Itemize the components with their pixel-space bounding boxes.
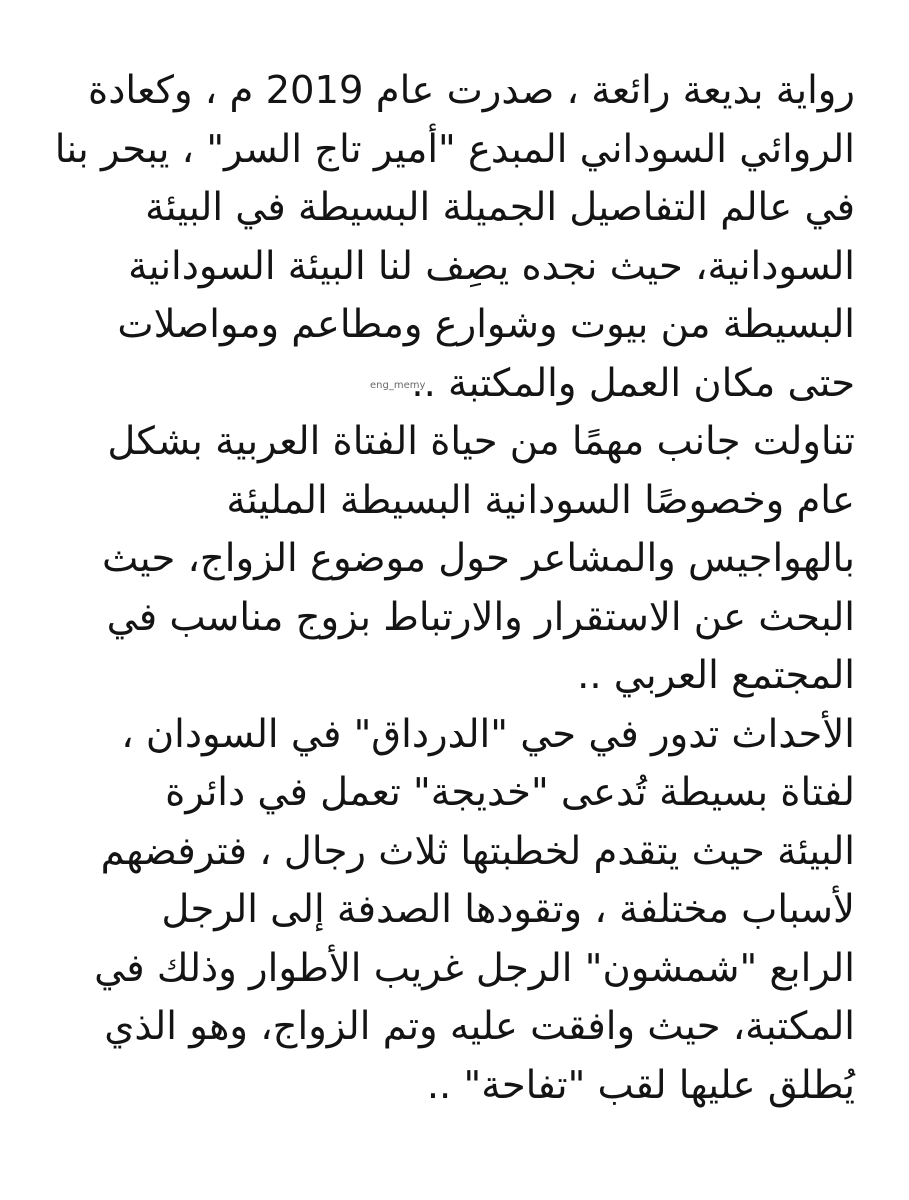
watermark-label: eng_memy [370, 380, 426, 391]
text-line-2: الروائي السوداني المبدع "أمير تاج السر" ، يبحر بنا [54, 126, 855, 172]
review-text [40, 62, 855, 1115]
text-line-1: رواية بديعة رائعة ، صدرت عام 2019 م ، وكعادة [88, 68, 855, 113]
text-line-6: حتى مكان العمل والمكتبة .. [411, 360, 855, 406]
text-line-16: الرابع "شمشون" الرجل غريب الأطوار وذلك في [94, 945, 855, 991]
text-line-8: عام وخصوصًا السودانية البسيطة المليئة [226, 477, 855, 523]
text-line-13: لفتاة بسيطة تُدعى "خديجة" تعمل في دائرة [165, 770, 855, 815]
text-line-17: المكتبة، حيث وافقت عليه وتم الزواج، وهو الذي [104, 1004, 855, 1049]
text-line-14: البيئة حيث يتقدم لخطبتها ثلاث رجال ، فترفضهم [100, 828, 855, 874]
text-line-12: الأحداث تدور في حي "الدرداق" في السودان ، [121, 711, 855, 757]
text-line-18: يُطلق عليها لقب "تفاحة" .. [426, 1062, 855, 1108]
text-line-7: تناولت جانب مهمًا من حياة الفتاة العربية بشكل [107, 419, 855, 464]
text-line-4: السودانية، حيث نجده يصِف لنا البيئة السودانية [128, 243, 855, 289]
text-line-3: في عالم التفاصيل الجميلة البسيطة في البيئة [145, 185, 855, 230]
text-line-11: المجتمع العربي .. [577, 653, 855, 698]
text-line-15: لأسباب مختلفة ، وتقودها الصدفة إلى الرجل [161, 887, 855, 932]
text-line-10: البحث عن الاستقرار والارتباط بزوج مناسب في [106, 594, 855, 640]
text-line-9: بالهواجيس والمشاعر حول موضوع الزواج، حيث [102, 536, 855, 581]
text-line-5: البسيطة من بيوت وشوارع ومطاعم ومواصلات [117, 302, 855, 347]
